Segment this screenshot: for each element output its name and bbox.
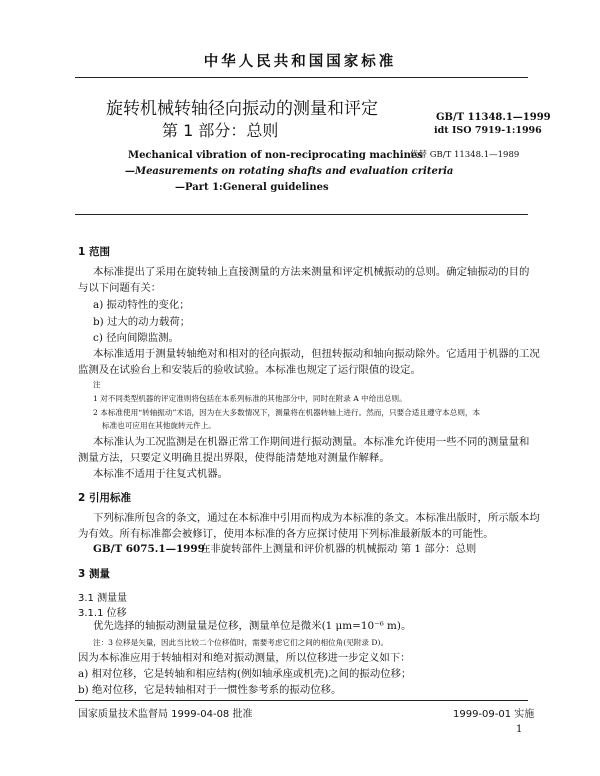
section-3-item-b: b) 绝对位移，它是转轴相对于一惯性参考系的振动位移。 xyxy=(78,684,342,696)
section-3-item-a: a) 相对位移，它是转轴和相应结构(例如轴承座或机壳)之间的振动位移； xyxy=(78,668,412,680)
idt-reference: idt ISO 7919-1:1996 xyxy=(434,125,542,136)
section-1-para1-line2: 与以下问题有关： xyxy=(78,282,162,294)
section-1-para4: 本标准不适用于往复式机器。 xyxy=(93,468,229,480)
section-1-item-a: a) 振动特性的变化； xyxy=(93,299,190,311)
section-2-heading: 2 引用标准 xyxy=(78,492,131,504)
title-en-line2: —Measurements on rotating shafts and evaluation criteria xyxy=(125,166,454,177)
section-3-heading: 3 测量 xyxy=(78,568,110,580)
section-1-para3-line2: 测量方法，只要定义明确且提出界限，使得能清楚地对测量作解释。 xyxy=(78,452,390,464)
title-en-line3: —Part 1:General guidelines xyxy=(175,182,329,193)
section-1-para3-line1: 本标准认为工况监测是在机器正常工作期间进行振动测量。本标准允许使用一些不同的测量量和 xyxy=(93,436,530,448)
title-cn-line1: 旋转机械转轴径向振动的测量和评定 xyxy=(106,99,378,119)
section-1-note2-line2: 标准也可应用在其他旋转元件上。 xyxy=(102,421,216,430)
section-3-1-heading: 3.1 测量量 xyxy=(78,593,128,604)
section-3-note3: 注：3 位移是矢量，因此当比较二个位移值时，需要考虑它们之间的相位角(见附录 D)。 xyxy=(93,638,389,647)
section-1-para2-line1: 本标准适用于测量转轴绝对和相对的径向振动，但扭转振动和轴向振动除外。它适用于机器的工况 xyxy=(93,348,540,360)
section-2-para1-line1: 下列标准所包含的条文，通过在本标准中引用而构成为本标准的条文。本标准出版时，所示版本均 xyxy=(93,512,540,524)
section-1-item-b: b) 过大的动力载荷； xyxy=(93,316,191,328)
replaces-standard: 代替 GB/T 11348.1—1989 xyxy=(410,150,520,160)
national-standard-heading: 中华人民共和国国家标准 xyxy=(203,54,397,70)
section-3-para1: 优先选择的轴振动测量量是位移，测量单位是微米(1 μm=10⁻⁶ m)。 xyxy=(93,620,412,632)
section-2-ref-title: 在非旋转部件上测量和评价机器的机械振动 第 1 部分：总则 xyxy=(200,543,477,555)
header-rule xyxy=(75,77,528,78)
approval-line: 国家质量技术监督局 1999-04-08 批准 xyxy=(78,709,253,720)
section-1-para2-line2: 监测及在试验台上和安装后的验收试验。本标准也规定了运行限值的设定。 xyxy=(78,364,421,376)
title-cn-line2: 第 1 部分：总则 xyxy=(162,121,279,140)
footer-rule xyxy=(75,700,528,701)
section-2-para1-line2: 为有效。所有标准都会被修订，使用本标准的各方应探讨使用下列标准最新版本的可能性。 xyxy=(78,528,494,540)
section-3-1-1-heading: 3.1.1 位移 xyxy=(78,608,127,619)
section-3-para2: 因为本标准应用于转轴相对和绝对振动测量，所以位移进一步定义如下： xyxy=(78,652,411,664)
standard-number: GB/T 11348.1—1999 xyxy=(436,112,551,123)
section-2-ref-number: GB/T 6075.1—1999 xyxy=(93,543,205,555)
effective-date: 1999-09-01 实施 xyxy=(453,709,535,720)
section-1-para1-line1: 本标准提出了采用在旋转轴上直接测量的方法来测量和评定机械振动的总则。确定轴振动的目的 xyxy=(93,266,530,278)
section-1-note-label: 注 xyxy=(93,380,101,389)
section-1-note1: 1 对不同类型机器的评定准则将包括在本系列标准的其他部分中，同时在附录 A 中给出总则。 xyxy=(93,394,407,403)
section-1-heading: 1 范围 xyxy=(78,246,110,258)
title-rule xyxy=(75,214,528,215)
section-1-item-c: c) 径向间隙监测。 xyxy=(93,332,179,344)
title-en-line1: Mechanical vibration of non-reciprocating machines xyxy=(128,150,423,161)
section-1-note2-line1: 2 本标准使用“转轴振动”术语，因为在大多数情况下，测量将在机器转轴上进行。然而，只要合适且遵守本总则，本 xyxy=(93,408,481,417)
page-number: 1 xyxy=(516,724,523,735)
